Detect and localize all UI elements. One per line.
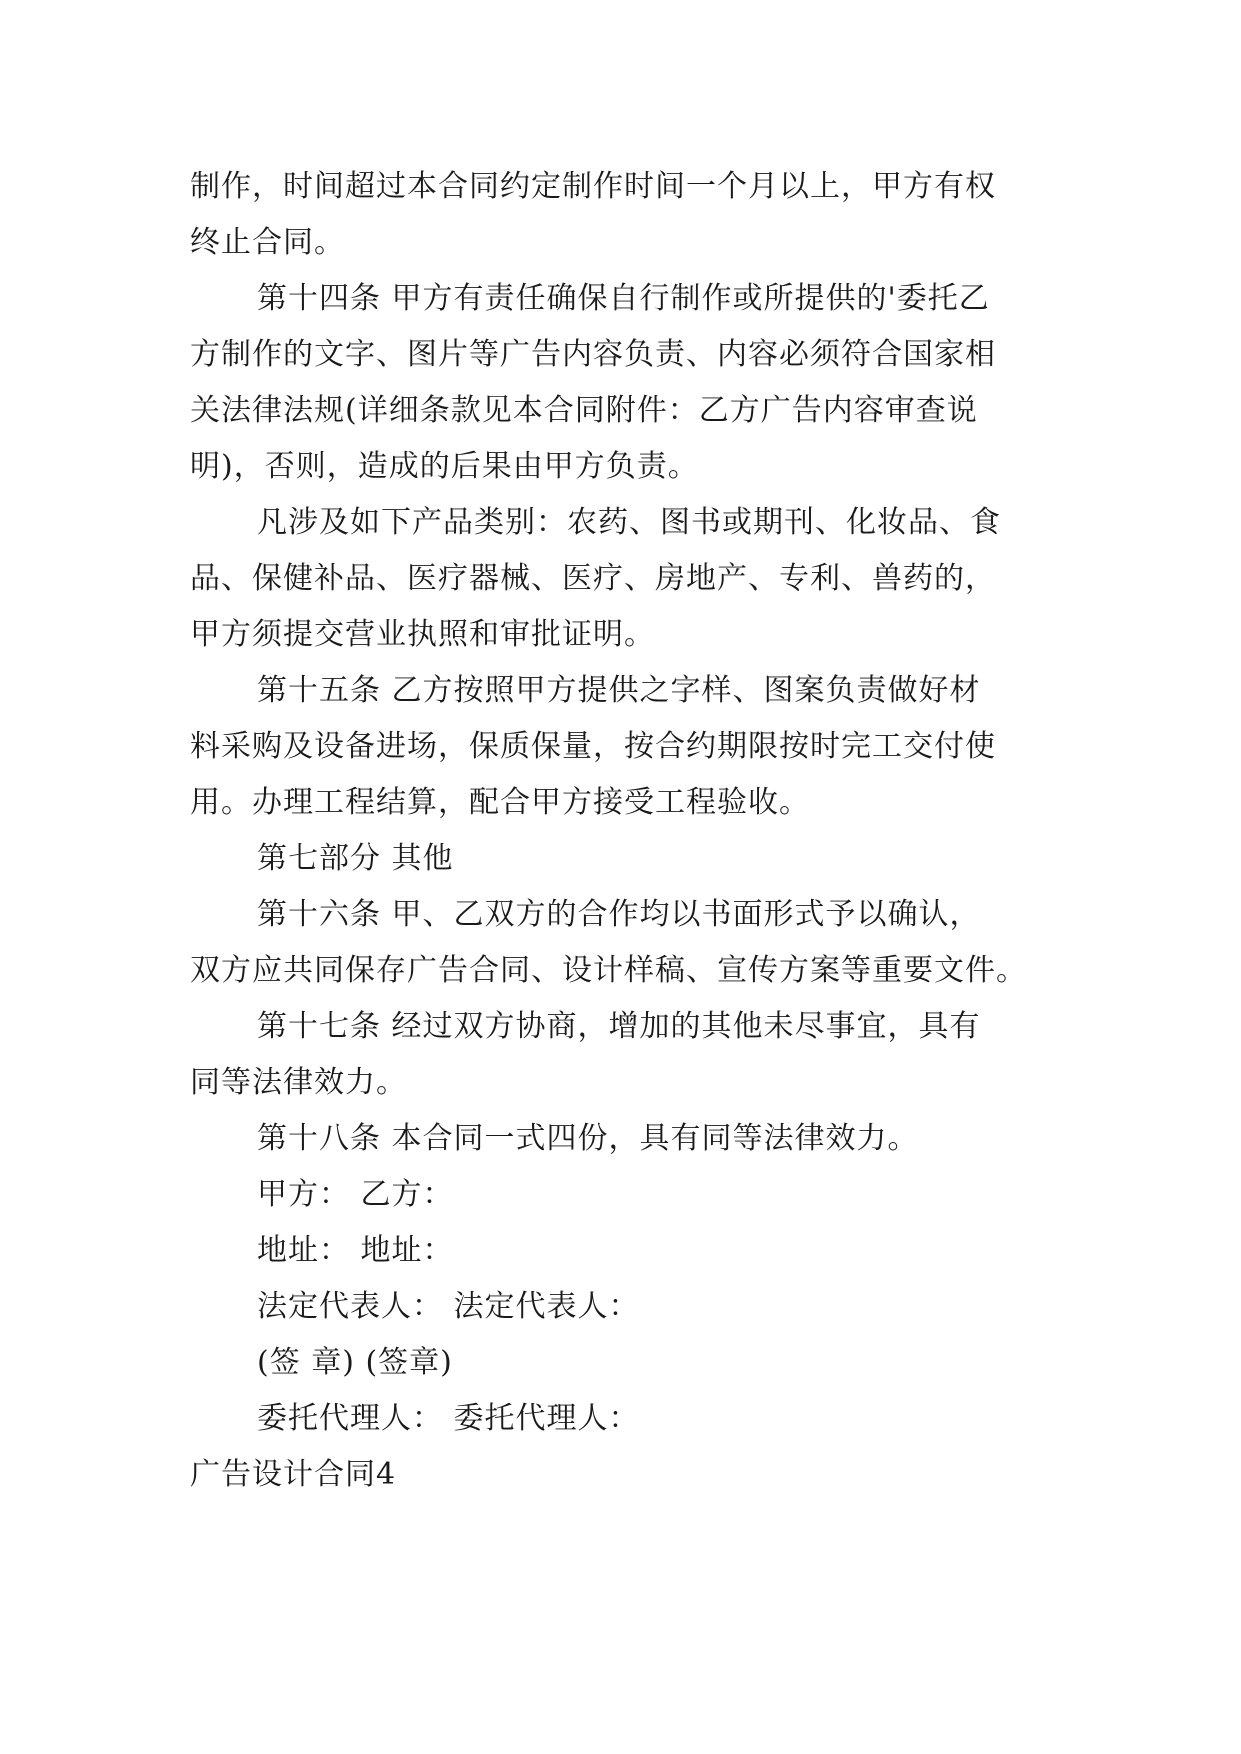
- paragraph-line: 终止合同。: [190, 225, 345, 260]
- legal-representative-line: 法定代表人： 法定代表人：: [257, 1289, 640, 1324]
- section-7-heading: 第七部分 其他: [257, 841, 454, 876]
- paragraph-line: 用。办理工程结算，配合甲方接受工程验收。: [190, 785, 810, 820]
- paragraph-line: 明)，否则，造成的后果由甲方负责。: [190, 449, 699, 484]
- paragraph-line: 关法律法规(详细条款见本合同附件：乙方广告内容审查说: [190, 393, 978, 428]
- authorized-agent-line: 委托代理人： 委托代理人：: [257, 1401, 640, 1436]
- paragraph-line: 料采购及设备进场，保质保量，按合约期限按时完工交付使: [190, 729, 996, 764]
- paragraph-line: 甲方须提交营业执照和审批证明。: [190, 617, 655, 652]
- clause-18-line: 第十八条 本合同一式四份，具有同等法律效力。: [257, 1121, 919, 1156]
- clause-17-heading-line: 第十七条 经过双方协商，增加的其他未尽事宜，具有: [257, 1009, 981, 1044]
- paragraph-line: 方制作的文字、图片等广告内容负责、内容必须符合国家相: [190, 337, 996, 372]
- paragraph-line: 制作，时间超过本合同约定制作时间一个月以上，甲方有权: [190, 169, 996, 204]
- paragraph-line: 品、保健补品、医疗器械、医疗、房地产、专利、兽药的，: [190, 561, 996, 596]
- address-label-line: 地址： 地址：: [257, 1233, 454, 1268]
- paragraph-line: 凡涉及如下产品类别：农药、图书或期刊、化妆品、食: [257, 505, 1001, 540]
- party-label-line: 甲方： 乙方：: [257, 1177, 454, 1212]
- clause-16-heading-line: 第十六条 甲、乙双方的合作均以书面形式予以确认，: [257, 897, 981, 932]
- paragraph-line: 双方应共同保存广告合同、设计样稿、宣传方案等重要文件。: [190, 953, 1027, 988]
- paragraph-line: 同等法律效力。: [190, 1065, 407, 1100]
- clause-14-heading-line: 第十四条 甲方有责任确保自行制作或所提供的'委托乙: [257, 281, 990, 316]
- signature-seal-line: (签 章) (签章): [257, 1345, 453, 1380]
- clause-15-heading-line: 第十五条 乙方按照甲方提供之字样、图案负责做好材: [257, 673, 981, 708]
- next-document-title: 广告设计合同4: [190, 1457, 397, 1492]
